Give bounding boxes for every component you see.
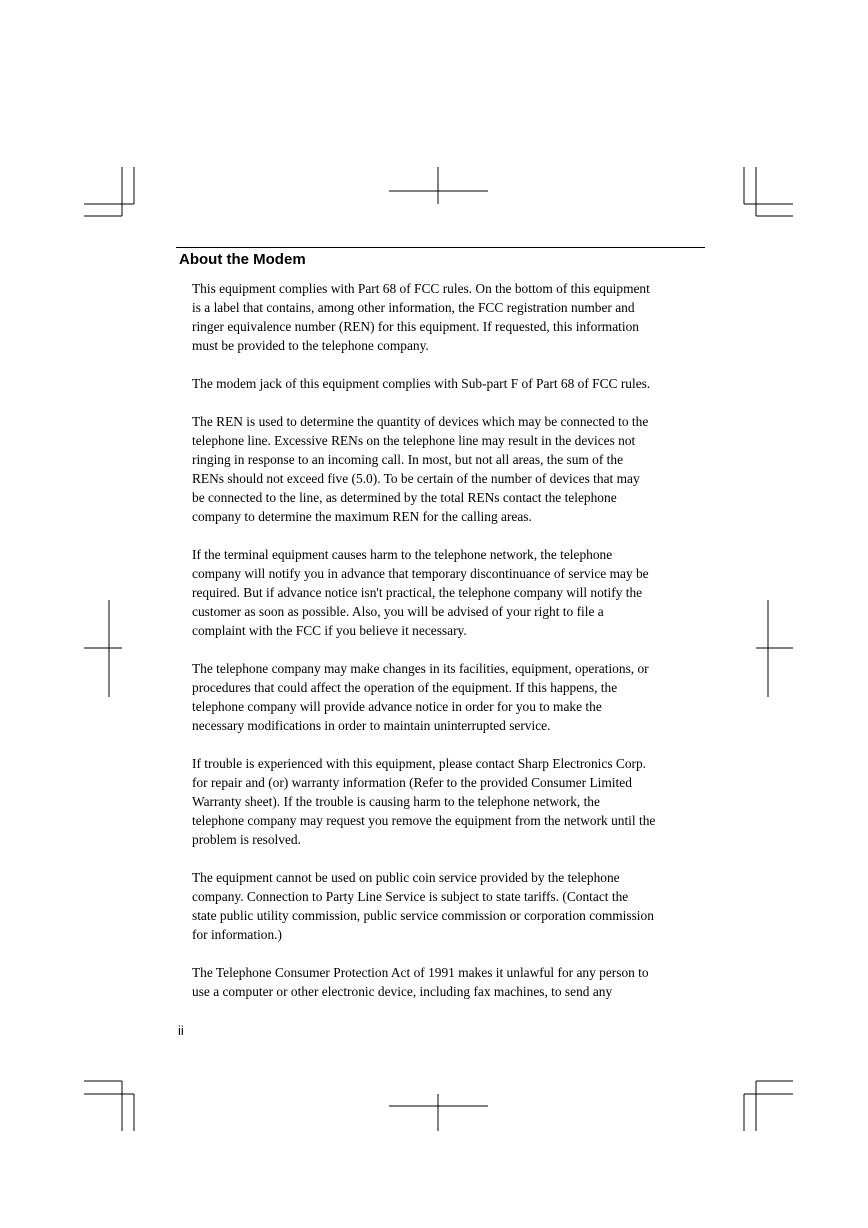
text-line: The Telephone Consumer Protection Act of 1991 makes it unlawful for any person to (192, 965, 649, 980)
paragraph-ren (192, 412, 704, 526)
text-line: telephone line. Excessive RENs on the telephone line may result in the devices not (192, 433, 636, 448)
text-line: be connected to the line, as determined by the total RENs contact the telephone (192, 490, 617, 505)
text-line: use a computer or other electronic device, including fax machines, to send any (192, 984, 613, 999)
page-number: ii (178, 1023, 184, 1038)
section-title: About the Modem (179, 251, 306, 268)
text-line: The modem jack of this equipment complies with Sub-part F of Part 68 of FCC rules. (192, 376, 651, 391)
text-line: problem is resolved. (192, 832, 301, 847)
paragraph-modem-jack (192, 374, 704, 393)
text-line: telephone company will provide advance notice in order for you to make the (192, 699, 602, 714)
paragraph-network-harm (192, 545, 704, 640)
text-line: The telephone company may make changes in its facilities, equipment, operations, or (192, 661, 649, 676)
text-line: ringer equivalence number (REN) for this equipment. If requested, this information (192, 319, 639, 334)
text-line: ringing in response to an incoming call. In most, but not all areas, the sum of the (192, 452, 624, 467)
paragraph-coin-service (192, 868, 704, 944)
text-line: The equipment cannot be used on public coin service provided by the telephone (192, 870, 620, 885)
text-line: telephone company may request you remove the equipment from the network until the (192, 813, 656, 828)
text-line: customer as soon as possible. Also, you will be advised of your right to file a (192, 604, 604, 619)
text-line: for information.) (192, 927, 282, 942)
text-line: This equipment complies with Part 68 of FCC rules. On the bottom of this equipment (192, 281, 650, 296)
paragraph-facility-changes (192, 659, 704, 735)
text-line: for repair and (or) warranty information (Refer to the provided Consumer Limited (192, 775, 632, 790)
text-line: Warranty sheet). If the trouble is causing harm to the telephone network, the (192, 794, 600, 809)
text-line: RENs should not exceed five (5.0). To be certain of the number of devices that may (192, 471, 640, 486)
paragraph-consumer-protection-act (192, 963, 704, 1001)
text-line: must be provided to the telephone company. (192, 338, 429, 353)
section-rule (176, 247, 705, 248)
text-line: procedures that could affect the operation of the equipment. If this happens, the (192, 680, 618, 695)
paragraph-trouble-contact (192, 754, 704, 849)
text-line: necessary modifications in order to maintain uninterrupted service. (192, 718, 551, 733)
section-body (192, 279, 704, 1020)
text-line: company to determine the maximum REN for the calling areas. (192, 509, 532, 524)
text-line: The REN is used to determine the quantity of devices which may be connected to the (192, 414, 649, 429)
text-line: If the terminal equipment causes harm to the telephone network, the telephone (192, 547, 613, 562)
text-line: required. But if advance notice isn't practical, the telephone company will notify the (192, 585, 643, 600)
text-line: If trouble is experienced with this equipment, please contact Sharp Electronics Corp. (192, 756, 647, 771)
text-line: state public utility commission, public service commission or corporation commission (192, 908, 654, 923)
paragraph-fcc-part-68 (192, 279, 704, 355)
text-line: complaint with the FCC if you believe it necessary. (192, 623, 467, 638)
text-line: is a label that contains, among other information, the FCC registration number and (192, 300, 635, 315)
text-line: company will notify you in advance that temporary discontinuance of service may be (192, 566, 649, 581)
text-line: company. Connection to Party Line Service is subject to state tariffs. (Contact the (192, 889, 629, 904)
